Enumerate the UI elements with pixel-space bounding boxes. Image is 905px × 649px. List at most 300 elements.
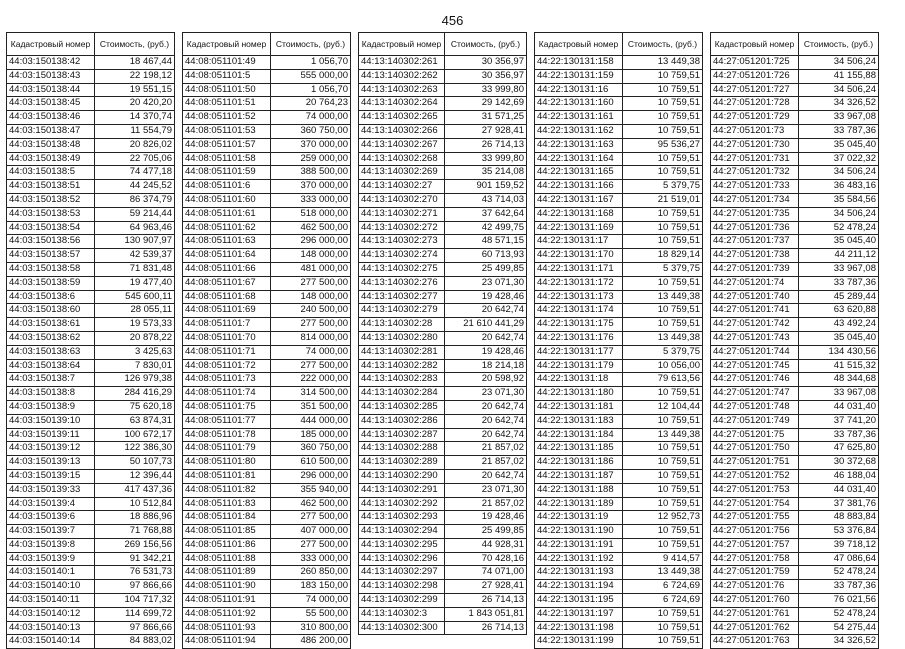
cost-value: 388 500,00 bbox=[271, 166, 351, 180]
cadastral-number: 44:22:130131:183 bbox=[535, 414, 623, 428]
table-row bbox=[535, 69, 703, 83]
cost-value: 20 878,22 bbox=[95, 331, 175, 345]
cost-value: 46 188,04 bbox=[799, 469, 879, 483]
cost-value: 50 107,73 bbox=[95, 456, 175, 470]
table-row bbox=[711, 580, 879, 594]
cadastral-number: 44:27:051201:738 bbox=[711, 249, 799, 263]
cadastral-number: 44:03:150138:52 bbox=[7, 193, 95, 207]
cadastral-number: 44:08:051101:71 bbox=[183, 345, 271, 359]
cadastral-number: 44:03:150138:45 bbox=[7, 97, 95, 111]
cadastral-number: 44:08:051101:75 bbox=[183, 400, 271, 414]
table-row bbox=[7, 621, 175, 635]
cadastral-number: 44:08:051101:52 bbox=[183, 111, 271, 125]
table-row bbox=[535, 56, 703, 70]
cadastral-number: 44:03:150138:48 bbox=[7, 138, 95, 152]
table-row bbox=[183, 304, 351, 318]
cadastral-number: 44:08:051101:92 bbox=[183, 607, 271, 621]
table-row bbox=[535, 276, 703, 290]
table-row bbox=[359, 276, 527, 290]
table-row bbox=[359, 373, 527, 387]
cost-value: 10 759,51 bbox=[623, 414, 703, 428]
cost-value: 26 714,13 bbox=[445, 138, 527, 152]
table-row bbox=[535, 442, 703, 456]
cost-value: 74 071,00 bbox=[445, 566, 527, 580]
table-row bbox=[535, 345, 703, 359]
cost-value: 277 500,00 bbox=[271, 511, 351, 525]
table-row bbox=[183, 193, 351, 207]
cost-value: 10 759,51 bbox=[623, 97, 703, 111]
cadastral-number: 44:27:051201:757 bbox=[711, 538, 799, 552]
cost-value: 36 483,16 bbox=[799, 180, 879, 194]
table-row bbox=[359, 290, 527, 304]
cadastral-number: 44:13:140302:293 bbox=[359, 511, 445, 525]
table-row bbox=[359, 262, 527, 276]
cadastral-number: 44:03:150138:8 bbox=[7, 387, 95, 401]
table-row bbox=[183, 525, 351, 539]
table-row bbox=[535, 400, 703, 414]
cost-value: 20 826,02 bbox=[95, 138, 175, 152]
cadastral-number: 44:08:051101:64 bbox=[183, 249, 271, 263]
cost-value: 12 104,44 bbox=[623, 400, 703, 414]
table-row bbox=[359, 124, 527, 138]
cadastral-number: 44:27:051201:725 bbox=[711, 56, 799, 70]
cadastral-number: 44:08:051101:67 bbox=[183, 276, 271, 290]
cost-value: 41 155,88 bbox=[799, 69, 879, 83]
table-row bbox=[359, 525, 527, 539]
cost-value: 314 500,00 bbox=[271, 387, 351, 401]
cost-value: 310 800,00 bbox=[271, 621, 351, 635]
table-row bbox=[7, 400, 175, 414]
table-row bbox=[359, 69, 527, 83]
cadastral-number: 44:27:051201:76 bbox=[711, 580, 799, 594]
table-row bbox=[7, 111, 175, 125]
cadastral-number: 44:13:140302:264 bbox=[359, 97, 445, 111]
cadastral-number: 44:08:051101:49 bbox=[183, 56, 271, 70]
cadastral-number: 44:08:051101:88 bbox=[183, 552, 271, 566]
table-row bbox=[711, 166, 879, 180]
cost-value: 35 045,40 bbox=[799, 331, 879, 345]
table-row bbox=[359, 511, 527, 525]
cost-value: 10 759,51 bbox=[623, 525, 703, 539]
cost-value: 10 759,51 bbox=[623, 207, 703, 221]
cadastral-number: 44:08:051101:57 bbox=[183, 138, 271, 152]
cadastral-number: 44:03:150138:5 bbox=[7, 166, 95, 180]
cadastral-number: 44:27:051201:731 bbox=[711, 152, 799, 166]
table-row bbox=[183, 400, 351, 414]
cadastral-number: 44:03:150140:14 bbox=[7, 635, 95, 649]
page-number: 456 bbox=[441, 13, 464, 28]
table-row bbox=[7, 97, 175, 111]
cadastral-number: 44:08:051101:61 bbox=[183, 207, 271, 221]
table-row bbox=[183, 97, 351, 111]
cadastral-number: 44:22:130131:174 bbox=[535, 304, 623, 318]
cost-value: 814 000,00 bbox=[271, 331, 351, 345]
cadastral-number: 44:08:051101:60 bbox=[183, 193, 271, 207]
cadastral-number: 44:08:051101:86 bbox=[183, 538, 271, 552]
cadastral-number: 44:13:140302:280 bbox=[359, 331, 445, 345]
table-row bbox=[183, 511, 351, 525]
cost-value: 277 500,00 bbox=[271, 276, 351, 290]
table-row bbox=[359, 345, 527, 359]
cadastral-number: 44:08:051101:59 bbox=[183, 166, 271, 180]
cost-value: 44 245,52 bbox=[95, 180, 175, 194]
cost-value: 6 724,69 bbox=[623, 580, 703, 594]
cadastral-number: 44:27:051201:741 bbox=[711, 304, 799, 318]
cadastral-number: 44:22:130131:192 bbox=[535, 552, 623, 566]
cost-value: 33 787,36 bbox=[799, 124, 879, 138]
cadastral-number: 44:08:051101:84 bbox=[183, 511, 271, 525]
cost-value: 18 214,18 bbox=[445, 359, 527, 373]
cost-value: 10 759,51 bbox=[623, 69, 703, 83]
table-row bbox=[359, 497, 527, 511]
table-row bbox=[183, 83, 351, 97]
table-row bbox=[535, 290, 703, 304]
cost-value: 52 478,24 bbox=[799, 607, 879, 621]
cadastral-number: 44:03:150139:12 bbox=[7, 442, 95, 456]
cadastral-number: 44:22:130131:171 bbox=[535, 262, 623, 276]
cadastral-number: 44:27:051201:736 bbox=[711, 221, 799, 235]
cadastral-number: 44:22:130131:187 bbox=[535, 469, 623, 483]
cost-value: 7 830,01 bbox=[95, 359, 175, 373]
table-row bbox=[359, 538, 527, 552]
cost-value: 33 787,36 bbox=[799, 276, 879, 290]
table-row bbox=[359, 193, 527, 207]
cost-value: 60 713,93 bbox=[445, 249, 527, 263]
cadastral-number: 44:27:051201:730 bbox=[711, 138, 799, 152]
cost-value: 37 381,76 bbox=[799, 497, 879, 511]
cost-value: 63 620,88 bbox=[799, 304, 879, 318]
cadastral-number: 44:22:130131:169 bbox=[535, 221, 623, 235]
table-row bbox=[711, 318, 879, 332]
cost-value: 44 928,31 bbox=[445, 538, 527, 552]
table-row bbox=[711, 124, 879, 138]
cost-value: 18 829,14 bbox=[623, 249, 703, 263]
table-row bbox=[711, 56, 879, 70]
table-row bbox=[711, 249, 879, 263]
cadastral-number: 44:08:051101:73 bbox=[183, 373, 271, 387]
cost-value: 19 573,33 bbox=[95, 318, 175, 332]
header-cost: Стоимость, (руб.) bbox=[271, 33, 351, 56]
cadastral-number: 44:08:051101:58 bbox=[183, 152, 271, 166]
cost-value: 33 787,36 bbox=[799, 580, 879, 594]
table-row bbox=[7, 345, 175, 359]
cost-value: 64 963,46 bbox=[95, 221, 175, 235]
table-row bbox=[711, 97, 879, 111]
table-row bbox=[183, 566, 351, 580]
cadastral-number: 44:13:140302:263 bbox=[359, 83, 445, 97]
cost-value: 296 000,00 bbox=[271, 469, 351, 483]
header-cadastral-number: Кадастровый номер bbox=[359, 33, 445, 56]
table-row bbox=[7, 456, 175, 470]
table-row bbox=[7, 304, 175, 318]
table-row bbox=[711, 331, 879, 345]
table-row bbox=[7, 359, 175, 373]
table-row bbox=[359, 138, 527, 152]
table-row bbox=[711, 262, 879, 276]
cost-value: 11 554,79 bbox=[95, 124, 175, 138]
cadastral-number: 44:22:130131:176 bbox=[535, 331, 623, 345]
table-row bbox=[7, 469, 175, 483]
cadastral-number: 44:08:051101:63 bbox=[183, 235, 271, 249]
cost-value: 34 506,24 bbox=[799, 83, 879, 97]
cost-value: 34 506,24 bbox=[799, 207, 879, 221]
cost-value: 355 940,00 bbox=[271, 483, 351, 497]
table-row bbox=[183, 580, 351, 594]
cadastral-number: 44:03:150138:59 bbox=[7, 276, 95, 290]
cadastral-number: 44:03:150138:6 bbox=[7, 290, 95, 304]
cadastral-number: 44:08:051101:62 bbox=[183, 221, 271, 235]
table-row bbox=[183, 414, 351, 428]
cadastral-number: 44:03:150139:8 bbox=[7, 538, 95, 552]
table-row bbox=[359, 235, 527, 249]
cost-value: 20 642,74 bbox=[445, 414, 527, 428]
table-row bbox=[183, 635, 351, 649]
cadastral-number: 44:22:130131:163 bbox=[535, 138, 623, 152]
table-row bbox=[535, 193, 703, 207]
cadastral-number: 44:03:150138:7 bbox=[7, 373, 95, 387]
table-row bbox=[711, 359, 879, 373]
header-cadastral-number: Кадастровый номер bbox=[535, 33, 623, 56]
cadastral-number: 44:27:051201:758 bbox=[711, 552, 799, 566]
cadastral-number: 44:03:150138:46 bbox=[7, 111, 95, 125]
table-row bbox=[535, 111, 703, 125]
cadastral-number: 44:22:130131:195 bbox=[535, 594, 623, 608]
cost-value: 351 500,00 bbox=[271, 400, 351, 414]
table-row bbox=[7, 387, 175, 401]
cadastral-number: 44:13:140302:265 bbox=[359, 111, 445, 125]
cost-value: 21 857,02 bbox=[445, 497, 527, 511]
cost-value: 63 874,31 bbox=[95, 414, 175, 428]
cadastral-number: 44:03:150138:58 bbox=[7, 262, 95, 276]
cadastral-number: 44:03:150139:4 bbox=[7, 497, 95, 511]
cost-value: 5 379,75 bbox=[623, 262, 703, 276]
table-row bbox=[183, 262, 351, 276]
table-row bbox=[711, 373, 879, 387]
cadastral-number: 44:22:130131:198 bbox=[535, 621, 623, 635]
cadastral-number: 44:13:140302:261 bbox=[359, 56, 445, 70]
cadastral-number: 44:27:051201:726 bbox=[711, 69, 799, 83]
table-row bbox=[7, 497, 175, 511]
cost-value: 71 768,88 bbox=[95, 525, 175, 539]
cadastral-number: 44:13:140302:3 bbox=[359, 607, 445, 621]
table-row bbox=[7, 594, 175, 608]
cadastral-number: 44:27:051201:737 bbox=[711, 235, 799, 249]
table-row bbox=[183, 538, 351, 552]
cadastral-number: 44:22:130131:191 bbox=[535, 538, 623, 552]
cost-value: 21 857,02 bbox=[445, 442, 527, 456]
table-row bbox=[359, 97, 527, 111]
cadastral-number: 44:03:150139:33 bbox=[7, 483, 95, 497]
table-row bbox=[711, 456, 879, 470]
cadastral-number: 44:03:150139:11 bbox=[7, 428, 95, 442]
cadastral-number: 44:03:150138:51 bbox=[7, 180, 95, 194]
cost-value: 48 344,68 bbox=[799, 373, 879, 387]
table-row bbox=[711, 525, 879, 539]
table-row bbox=[183, 497, 351, 511]
cost-value: 75 620,18 bbox=[95, 400, 175, 414]
table-row bbox=[711, 152, 879, 166]
cost-value: 13 449,38 bbox=[623, 290, 703, 304]
cadastral-number: 44:13:140302:272 bbox=[359, 221, 445, 235]
cost-value: 22 705,06 bbox=[95, 152, 175, 166]
table-row bbox=[535, 262, 703, 276]
table-row bbox=[535, 221, 703, 235]
table-row bbox=[7, 56, 175, 70]
cost-value: 260 850,00 bbox=[271, 566, 351, 580]
table-row bbox=[535, 387, 703, 401]
cost-value: 25 499,85 bbox=[445, 525, 527, 539]
cadastral-number: 44:03:150138:60 bbox=[7, 304, 95, 318]
table-row bbox=[711, 221, 879, 235]
cadastral-number: 44:27:051201:744 bbox=[711, 345, 799, 359]
table-row bbox=[359, 580, 527, 594]
cadastral-number: 44:13:140302:274 bbox=[359, 249, 445, 263]
table-row bbox=[711, 566, 879, 580]
cost-value: 545 600,11 bbox=[95, 290, 175, 304]
cadastral-number: 44:22:130131:197 bbox=[535, 607, 623, 621]
table-row bbox=[535, 359, 703, 373]
table-row bbox=[535, 538, 703, 552]
table-row bbox=[7, 249, 175, 263]
table-row bbox=[359, 607, 527, 621]
cost-value: 20 764,23 bbox=[271, 97, 351, 111]
cost-value: 1 843 051,81 bbox=[445, 607, 527, 621]
table-row bbox=[7, 207, 175, 221]
cadastral-number: 44:13:140302:286 bbox=[359, 414, 445, 428]
cost-value: 18 886,96 bbox=[95, 511, 175, 525]
cost-value: 370 000,00 bbox=[271, 180, 351, 194]
header-cost: Стоимость, (руб.) bbox=[799, 33, 879, 56]
cadastral-number: 44:13:140302:279 bbox=[359, 304, 445, 318]
table-row bbox=[535, 373, 703, 387]
cost-value: 35 045,40 bbox=[799, 235, 879, 249]
cadastral-number: 44:13:140302:266 bbox=[359, 124, 445, 138]
cadastral-number: 44:08:051101:77 bbox=[183, 414, 271, 428]
cadastral-number: 44:27:051201:763 bbox=[711, 635, 799, 649]
cadastral-number: 44:22:130131:158 bbox=[535, 56, 623, 70]
cadastral-number: 44:13:140302:296 bbox=[359, 552, 445, 566]
cost-value: 37 741,20 bbox=[799, 414, 879, 428]
cost-value: 27 928,41 bbox=[445, 124, 527, 138]
header-cost: Стоимость, (руб.) bbox=[95, 33, 175, 56]
cost-value: 19 428,46 bbox=[445, 290, 527, 304]
cost-value: 10 056,00 bbox=[623, 359, 703, 373]
cadastral-number: 44:03:150139:9 bbox=[7, 552, 95, 566]
table-row bbox=[7, 166, 175, 180]
table-row bbox=[359, 428, 527, 442]
table-row bbox=[7, 442, 175, 456]
cost-value: 30 372,68 bbox=[799, 456, 879, 470]
cost-value: 259 000,00 bbox=[271, 152, 351, 166]
cadastral-number: 44:22:130131:160 bbox=[535, 97, 623, 111]
cadastral-number: 44:13:140302:269 bbox=[359, 166, 445, 180]
table-row bbox=[359, 552, 527, 566]
table-row bbox=[183, 56, 351, 70]
cadastral-number: 44:27:051201:727 bbox=[711, 83, 799, 97]
table-row bbox=[7, 511, 175, 525]
cost-value: 48 883,84 bbox=[799, 511, 879, 525]
cadastral-number: 44:08:051101:66 bbox=[183, 262, 271, 276]
cadastral-number: 44:22:130131:161 bbox=[535, 111, 623, 125]
cost-value: 10 759,51 bbox=[623, 538, 703, 552]
table-row bbox=[183, 621, 351, 635]
cost-value: 30 356,97 bbox=[445, 69, 527, 83]
table-row bbox=[7, 566, 175, 580]
cost-value: 486 200,00 bbox=[271, 635, 351, 649]
table-row bbox=[183, 345, 351, 359]
table-row bbox=[183, 456, 351, 470]
cost-value: 20 642,74 bbox=[445, 400, 527, 414]
cost-value: 134 430,56 bbox=[799, 345, 879, 359]
table-row bbox=[711, 552, 879, 566]
table-row bbox=[711, 111, 879, 125]
cadastral-number: 44:22:130131:167 bbox=[535, 193, 623, 207]
table-row bbox=[7, 428, 175, 442]
cadastral-number: 44:13:140302:271 bbox=[359, 207, 445, 221]
cadastral-number: 44:22:130131:168 bbox=[535, 207, 623, 221]
cost-value: 29 142,69 bbox=[445, 97, 527, 111]
header-cost: Стоимость, (руб.) bbox=[445, 33, 527, 56]
table-row bbox=[183, 607, 351, 621]
cost-value: 34 506,24 bbox=[799, 56, 879, 70]
cost-value: 33 787,36 bbox=[799, 428, 879, 442]
table-row bbox=[711, 469, 879, 483]
cost-value: 27 928,41 bbox=[445, 580, 527, 594]
cadastral-number: 44:08:051101:81 bbox=[183, 469, 271, 483]
cost-value: 33 967,08 bbox=[799, 262, 879, 276]
table-row bbox=[7, 373, 175, 387]
table-row bbox=[183, 373, 351, 387]
table-row bbox=[359, 180, 527, 194]
cadastral-number: 44:08:051101:93 bbox=[183, 621, 271, 635]
table-row bbox=[359, 359, 527, 373]
table-row bbox=[183, 594, 351, 608]
cost-value: 59 214,44 bbox=[95, 207, 175, 221]
cadastral-number: 44:08:051101:80 bbox=[183, 456, 271, 470]
table-row bbox=[183, 207, 351, 221]
table-row bbox=[535, 607, 703, 621]
cost-value: 240 500,00 bbox=[271, 304, 351, 318]
cost-value: 13 449,38 bbox=[623, 331, 703, 345]
cost-value: 91 342,21 bbox=[95, 552, 175, 566]
cadastral-number: 44:22:130131:19 bbox=[535, 511, 623, 525]
table-row bbox=[711, 483, 879, 497]
table-row bbox=[535, 166, 703, 180]
table-row bbox=[535, 511, 703, 525]
cost-value: 462 500,00 bbox=[271, 497, 351, 511]
cost-value: 10 759,51 bbox=[623, 318, 703, 332]
cost-value: 19 428,46 bbox=[445, 345, 527, 359]
cost-value: 19 428,46 bbox=[445, 511, 527, 525]
cadastral-number: 44:13:140302:268 bbox=[359, 152, 445, 166]
table-row bbox=[7, 152, 175, 166]
cost-value: 39 718,12 bbox=[799, 538, 879, 552]
cadastral-number: 44:22:130131:159 bbox=[535, 69, 623, 83]
cadastral-number: 44:08:051101:72 bbox=[183, 359, 271, 373]
table-row bbox=[711, 607, 879, 621]
cadastral-number: 44:08:051101:7 bbox=[183, 318, 271, 332]
table-row bbox=[183, 483, 351, 497]
cost-value: 37 642,64 bbox=[445, 207, 527, 221]
table-row bbox=[359, 331, 527, 345]
cadastral-number: 44:03:150140:10 bbox=[7, 580, 95, 594]
table-row bbox=[359, 621, 527, 635]
cadastral-number: 44:13:140302:298 bbox=[359, 580, 445, 594]
cost-value: 33 967,08 bbox=[799, 387, 879, 401]
cadastral-number: 44:08:051101:69 bbox=[183, 304, 271, 318]
table-row bbox=[359, 221, 527, 235]
cost-value: 74 477,18 bbox=[95, 166, 175, 180]
